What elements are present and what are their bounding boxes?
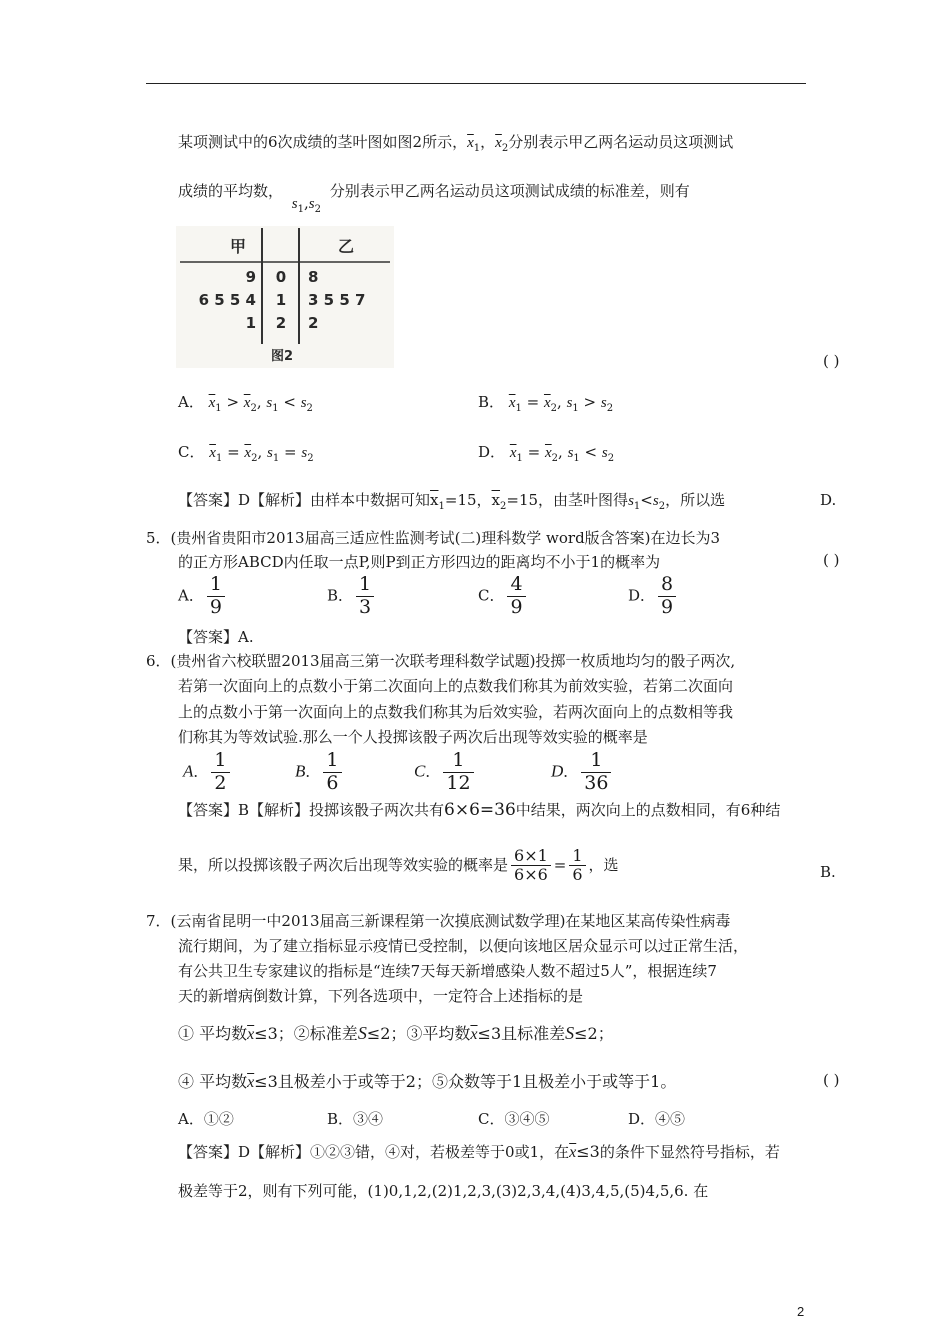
q6-answer-text-b: 中结果，两次向上的点数相同，有6种结 — [515, 801, 781, 819]
q7-answer-line1: 【答案】D【解析】①②③错，④对，若极差等于0或1，在$\overline{x}\le 3$的条件下显然符号指标，若 — [178, 1142, 780, 1161]
q5-option-a-label: A． — [178, 586, 204, 605]
q4-option-c: C． $\overline{x}_1 = \overline{x}_2$, $s_1 = s_2$ — [178, 443, 314, 464]
q7-answer-paren: ( ) — [823, 1071, 840, 1089]
q6-option-d-label: D — [551, 761, 564, 781]
q6-option-b: B． $\frac{1}{6}$ — [295, 750, 345, 795]
q6-frac2-den: 6 — [572, 865, 583, 885]
q7-conditions-line2: ④ 平均数$\overline{x}\le 3$且极差小于或等于2；⑤众数等于1且极差小于或等于1。 — [178, 1072, 677, 1091]
q4-answer-tail: ，由茎叶图得 — [538, 491, 629, 509]
q4-line2-text-a: 成绩的平均数， — [178, 182, 284, 200]
q5-c-den: 9 — [510, 595, 523, 618]
q6-frac1-num: 6×1 — [511, 847, 551, 866]
q6-answer-line1 — [178, 799, 780, 820]
q7-option-c — [478, 1108, 550, 1129]
q6-option-c-label: C — [414, 761, 426, 781]
x2-mean: $\overline{x}$ — [495, 135, 502, 151]
q4-answer: 【答案】D【解析】由样本中数据可知$\overline{x}_1=15$，$\overline{x}_2=15$，由茎叶图得$s_1<s_2$，所以选 — [178, 491, 726, 512]
q7-option-c-text: ③④⑤ — [504, 1110, 550, 1128]
s2-symbol: s — [308, 196, 315, 212]
q6-b-num: 1 — [323, 750, 341, 773]
q6-answer-expr: 6×6=36 — [444, 800, 516, 820]
q5-option-a — [178, 574, 228, 619]
q5-option-c-frac — [507, 574, 525, 619]
q6-option-b-frac — [323, 750, 341, 795]
q5-b-num: 1 — [356, 574, 374, 597]
q4-answer-choice: D. — [820, 491, 837, 509]
header-rule — [146, 83, 806, 84]
row-0-right: 8 — [308, 268, 319, 286]
q5-a-num: 1 — [207, 574, 225, 597]
q6-option-b-label: B — [295, 761, 306, 781]
q7-cond3-text: ；③平均数 — [390, 1024, 471, 1043]
q5-option-b — [327, 574, 377, 619]
q6-option-c: C． $\frac{1}{12}$ — [414, 750, 477, 795]
q7-line2: 流行期间，为了建立指标显示疫情已受控制，以便向该地区居众显示可以过正常生活， — [178, 937, 749, 955]
q7-answer-text-b: 的条件下显然符号指标，若 — [599, 1143, 780, 1161]
q4-answer-text: 【答案】D【解析】由样本中数据可知 — [178, 491, 431, 509]
q7-cond2-text: ；②标准差 — [277, 1024, 358, 1043]
q5-option-d — [628, 574, 679, 619]
q5-answer: 【答案】A. — [178, 628, 254, 646]
q6-answer-choice: B. — [820, 863, 836, 881]
q4-x1-value: =15 — [444, 491, 477, 509]
q5-option-d-label: D． — [628, 586, 656, 605]
page-number: 2 — [797, 1304, 805, 1319]
q6-frac2-num: 1 — [569, 847, 585, 866]
q4-answer-paren: ( ) — [823, 352, 840, 370]
q6-a-num: 1 — [211, 750, 229, 773]
q5-option-c — [478, 574, 529, 619]
row-2-right: 2 — [308, 314, 319, 332]
q6-c-num: 1 — [443, 750, 473, 773]
row-0-stem: 0 — [275, 268, 287, 286]
q6-b-den: 6 — [326, 771, 339, 794]
q7-option-a-text: ①② — [203, 1110, 234, 1128]
q5-d-num: 8 — [658, 574, 676, 597]
q7-option-c-label: C． — [478, 1110, 505, 1128]
q4-option-b: B． $\overline{x}_1 = \overline{x}_2$, $s_1 > s_2$ — [478, 393, 614, 414]
x1-mean: $\overline{x}$ — [467, 135, 474, 151]
q4-line1-text-a: 某项测试中的6次成绩的茎叶图如图2所示， — [178, 133, 468, 151]
q7-option-d-label: D． — [628, 1110, 656, 1128]
q6-option-a-frac — [211, 750, 229, 795]
q6-option-c-frac — [443, 750, 473, 795]
q6-option-d-frac — [581, 750, 611, 795]
q7-option-d-text: ④⑤ — [655, 1110, 686, 1128]
q6-a-den: 2 — [214, 771, 227, 794]
q7-cond3-S: S — [565, 1023, 575, 1043]
q6-answer-frac2 — [569, 847, 585, 885]
q7-cond3-le3: ≤3 — [477, 1024, 502, 1043]
q5-d-den: 9 — [661, 595, 674, 618]
q4-answer-tail2: ，所以选 — [665, 491, 726, 509]
right-header: 乙 — [337, 237, 355, 256]
q4-comma: ， — [480, 133, 496, 151]
q6-option-d: D． $\frac{1}{36}$ — [551, 750, 614, 795]
q6-line4: 们称其为等效试验.那么一个人投掷该骰子两次后出现等效实验的概率是 — [178, 728, 648, 746]
q6-line2: 若第一次面向上的点数小于第二次面向上的点数我们称其为前效实验，若第二次面向 — [178, 677, 734, 695]
q7-line3: 有公共卫生专家建议的指标是“连续7天每天新增感染人数不超过5人”，根据连续7 — [178, 962, 717, 980]
q7-cond3-end: ； — [597, 1024, 614, 1043]
q7-conditions-line1: ① 平均数$\overline{x}\le 3$；②标准差S≤2；③平均数$\overline{x}\le 3$且标准差S≤2； — [178, 1023, 614, 1043]
q7-answer-line2: 极差等于2，则有下列可能，(1)0,1,2,(2)1,2,3,(3)2,3,4,(4)3,4,5,(5)4,5,6. 在 — [178, 1182, 709, 1200]
q5-answer-paren: ( ) — [823, 551, 840, 569]
q7-line4: 天的新增病倒数计算，下列各选项中，一定符合上述指标的是 — [178, 987, 584, 1005]
q4-option-d: D． $\overline{x}_1 = \overline{x}_2$, $s_1 < s_2$ — [478, 443, 615, 464]
row-0-left: 9 — [245, 268, 256, 286]
q4-option-a-label: A． — [178, 393, 204, 411]
q6-answer-line2-tail: ，选 — [588, 855, 619, 874]
q7-cond2-S: S — [357, 1023, 367, 1043]
q4-x2-value: =15 — [506, 491, 539, 509]
q6-answer-line2-text: 果，所以投掷该骰子两次后出现等效实验的概率是 — [178, 855, 509, 874]
left-header: 甲 — [229, 237, 247, 256]
q5-option-b-frac — [356, 574, 374, 619]
q6-c-den: 12 — [446, 771, 471, 794]
row-2-stem: 2 — [275, 314, 287, 332]
q7-option-b-text: ③④ — [353, 1110, 384, 1128]
stem-leaf-figure — [176, 226, 394, 368]
q7-line1: 7．(云南省昆明一中2013届高三新课程第一次摸底测试数学理)在某地区某高传染性病毒 — [146, 912, 731, 930]
row-1-right: 3 5 5 7 — [308, 291, 366, 309]
q5-c-num: 4 — [507, 574, 525, 597]
q5-option-c-label: C． — [478, 586, 505, 605]
q6-answer-text-a: 【答案】B【解析】投掷该骰子两次共有 — [178, 801, 445, 819]
q4-option-d-label: D． — [478, 443, 506, 461]
q7-option-a-label: A． — [178, 1110, 204, 1128]
row-1-left: 6 5 5 4 — [198, 291, 256, 309]
row-2-left: 1 — [245, 314, 256, 332]
q4-option-a: A． $\overline{x}_1 > \overline{x}_2$, $s_1 < s_2$ — [178, 393, 313, 414]
q4-line1-text-b: 分别表示甲乙两名运动员这项测试 — [508, 133, 734, 151]
q6-answer-frac1 — [511, 847, 551, 885]
q5-line2: 的正方形ABCD内任取一点P,则P到正方形四边的距离均不小于1的概率为 — [178, 553, 661, 571]
q6-d-den: 36 — [584, 771, 609, 794]
q7-option-a — [178, 1108, 234, 1129]
q5-option-d-frac — [658, 574, 676, 619]
q7-cond3-text-b: 且标准差 — [501, 1024, 566, 1043]
q6-option-a-label: A — [183, 761, 194, 781]
q5-option-b-label: B． — [327, 586, 354, 605]
q7-cond1-le3: ≤3 — [254, 1024, 278, 1043]
q6-option-a: A． $\frac{1}{2}$ — [183, 750, 233, 795]
q7-option-d — [628, 1108, 685, 1129]
s1-s2: $s_1,s_2$ — [291, 194, 322, 215]
q4-line2 — [178, 180, 690, 215]
q6-line1: 6．(贵州省六校联盟2013届高三第一次联考理科数学试题)投掷一枚质地均匀的骰子两次, — [146, 652, 736, 670]
q7-cond3-le2: ≤2 — [574, 1024, 598, 1043]
q5-line1: 5．(贵州省贵阳市2013届高三适应性监测考试(二)理科数学 word版含答案)在边长为3 — [146, 529, 721, 547]
q6-answer-line2 — [178, 847, 619, 885]
q4-line1: 某项测试中的6次成绩的茎叶图如图2所示，$\overline{x}_1$，$\overline{x}_2$分别表示甲乙两名运动员这项测试 — [178, 133, 734, 154]
q5-b-den: 3 — [359, 595, 372, 618]
q5-a-den: 9 — [209, 595, 222, 618]
q4-line2-text-b: 分别表示甲乙两名运动员这项测试成绩的标准差，则有 — [329, 182, 690, 200]
q6-frac1-den: 6×6 — [514, 865, 548, 885]
q7-cond2-le2: ≤2 — [366, 1024, 391, 1043]
q7-cond1-text: ① 平均数 — [178, 1024, 248, 1043]
s1-symbol: s — [291, 196, 298, 212]
stem-leaf-svg — [176, 226, 394, 368]
q5-option-a-frac — [207, 574, 225, 619]
q7-answer-text-a: 【答案】D【解析】①②③错，④对，若极差等于0或1，在 — [178, 1143, 570, 1161]
q7-option-b-label: B． — [327, 1110, 354, 1128]
q6-d-num: 1 — [581, 750, 611, 773]
q6-equals: = — [553, 855, 567, 874]
q4-option-b-label: B． — [478, 393, 505, 411]
q6-line3: 上的点数小于第一次面向上的点数我们称其为后效实验，若两次面向上的点数相等我 — [178, 703, 734, 721]
q7-option-b — [327, 1108, 383, 1129]
q7-cond4-le3: ≤3 — [254, 1072, 278, 1091]
q7-answer-le3: ≤3 — [576, 1142, 600, 1161]
figure-caption: 图2 — [270, 349, 294, 364]
q7-cond4-text-b: 且极差小于或等于2；⑤众数等于1且极差小于或等于1。 — [277, 1072, 677, 1091]
q4-option-c-label: C． — [178, 443, 205, 461]
q7-cond4-text: ④ 平均数 — [178, 1072, 248, 1091]
row-1-stem: 1 — [275, 291, 287, 309]
